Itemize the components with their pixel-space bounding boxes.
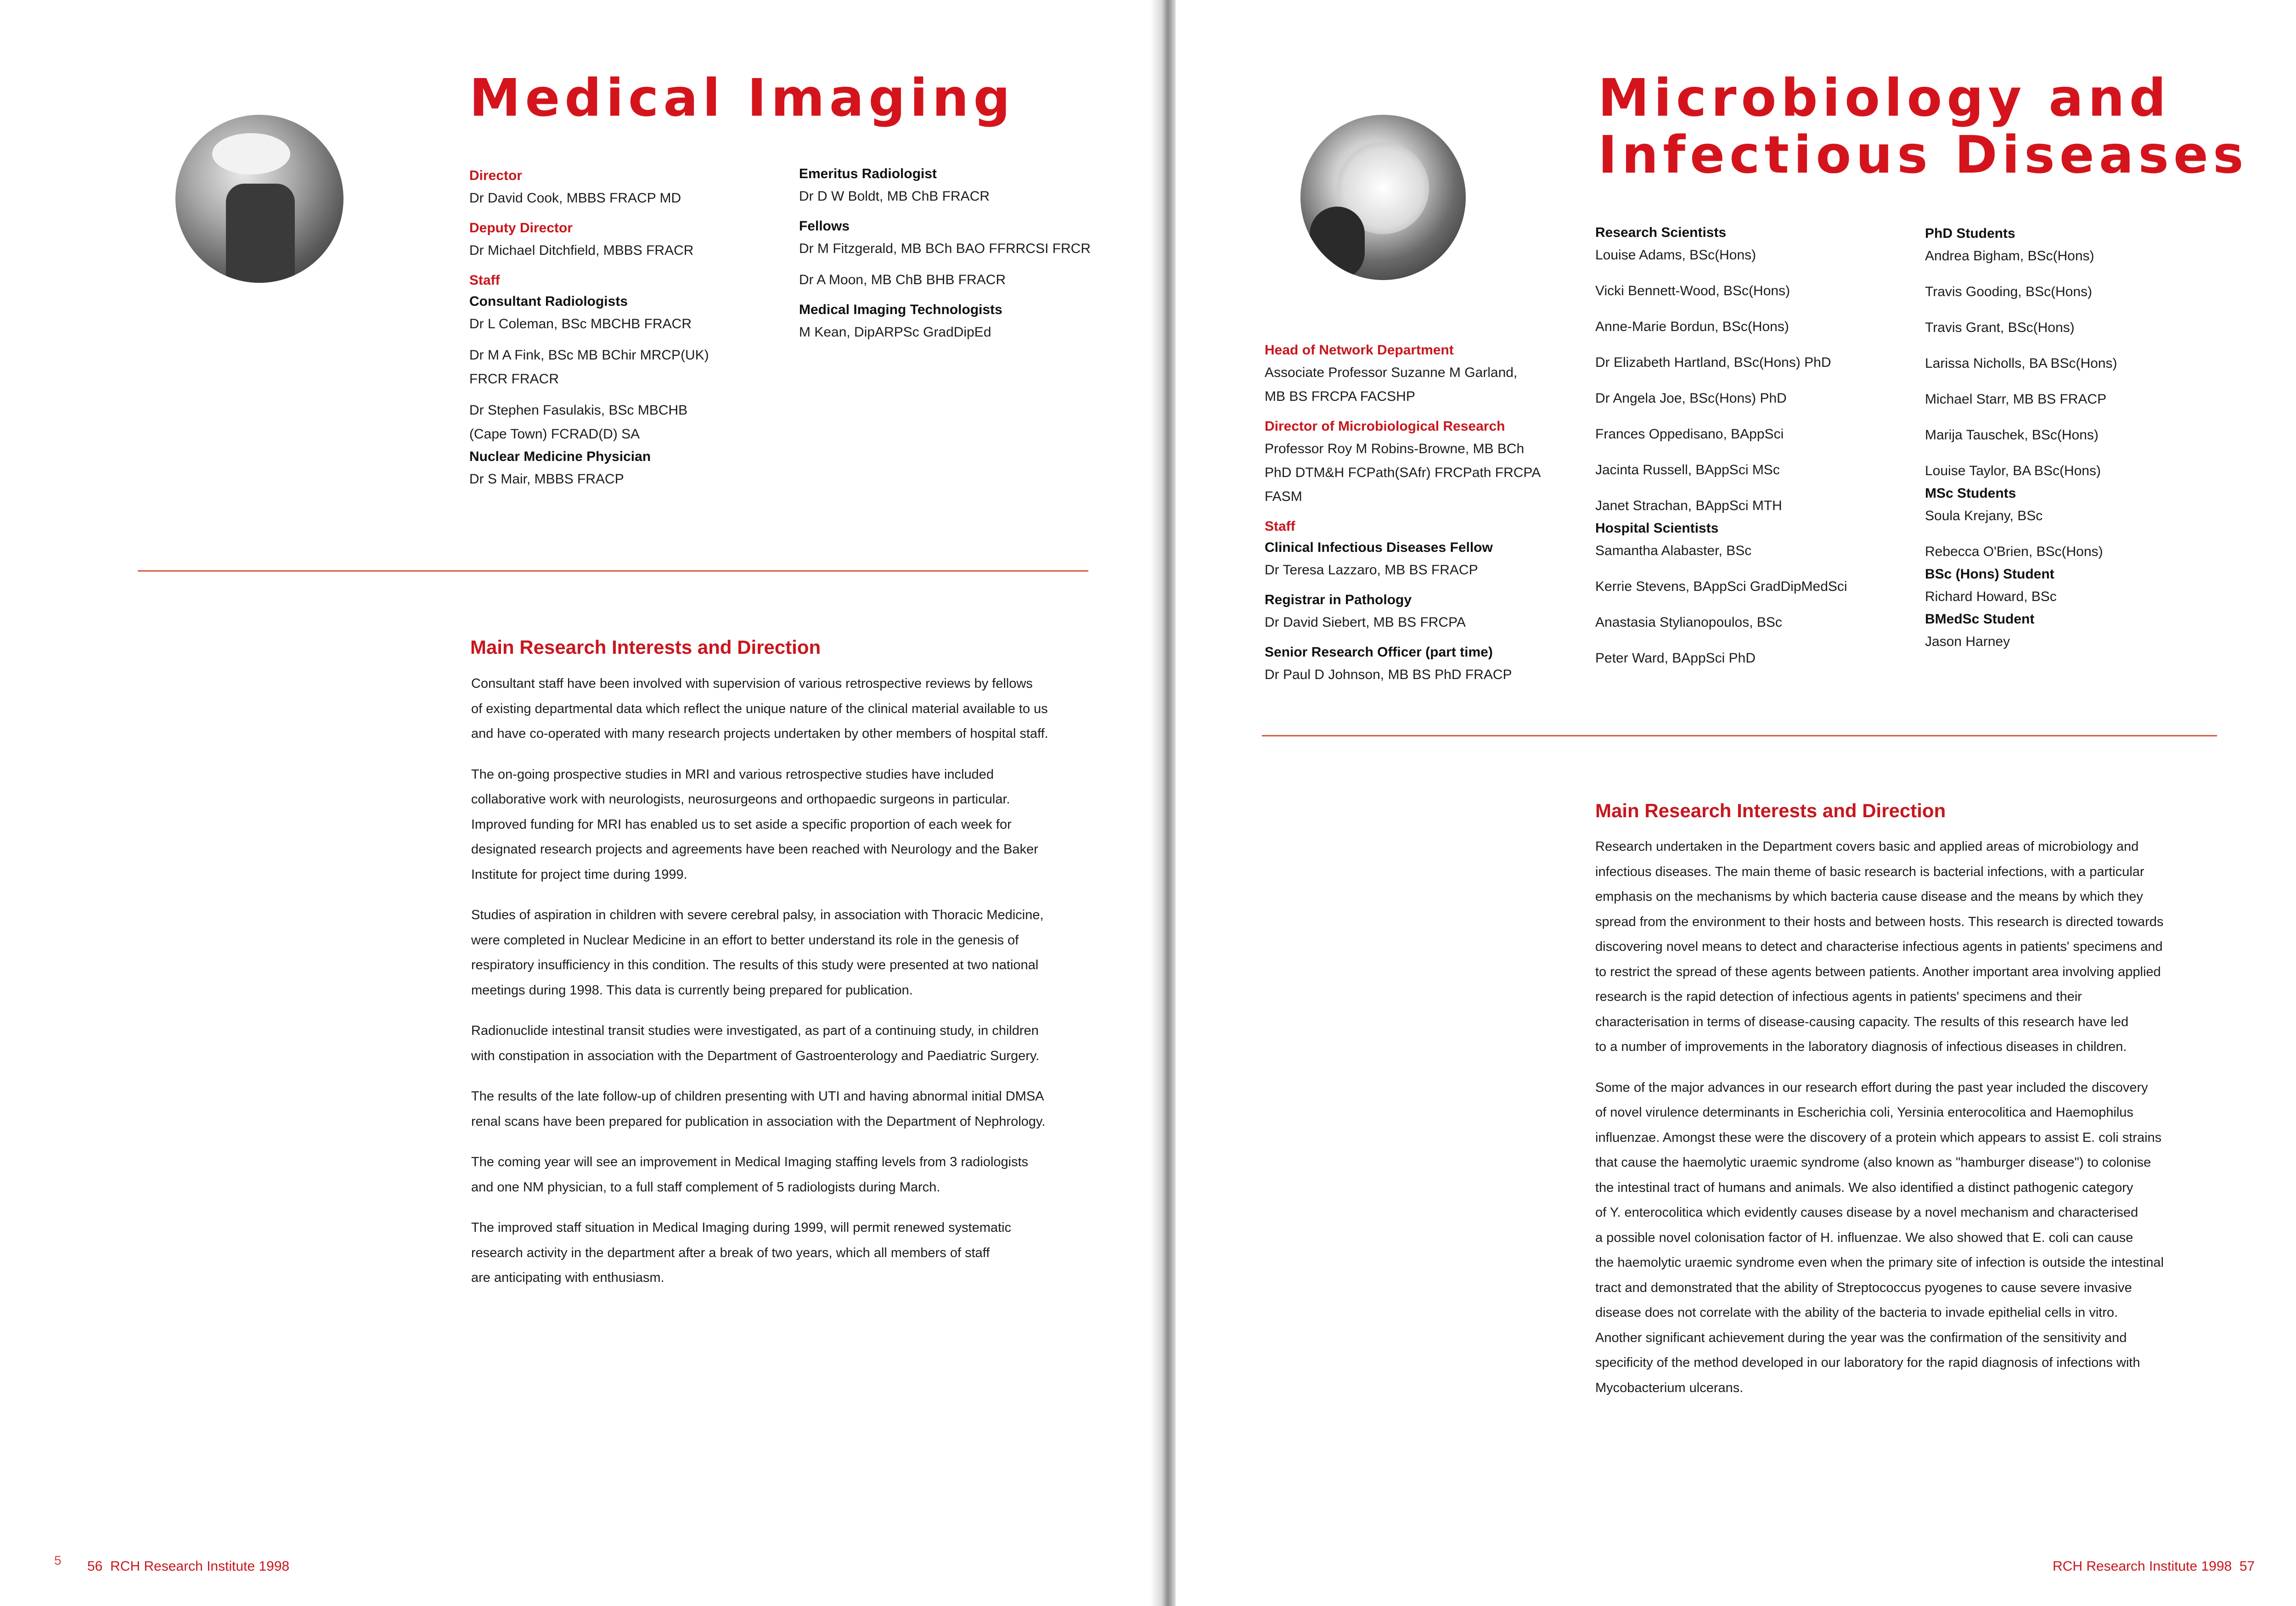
fellows-label: Fellows — [799, 219, 850, 234]
petri-dish-photo — [1300, 115, 1466, 280]
hospital-entry: Peter Ward, BAppSci PhD — [1595, 651, 1756, 666]
paragraph: Studies of aspiration in children with severe cerebral palsy, in association with Thoracic Medicine, were completed in Nuclear Medicine in an effort to better understand its role in the genesis of respiratory insufficiency in this condition. The results of this study were presented at two national meetings during 1998. This data is currently being prepared for publication. — [471, 908, 1044, 998]
director-name: Professor Roy M Robins-Browne, MB BCh — [1265, 441, 1525, 456]
msc-entry: Rebecca O'Brien, BSc(Hons) — [1925, 544, 2103, 559]
bmed-entry: Jason Harney — [1925, 634, 2010, 649]
head-name: Associate Professor Suzanne M Garland, — [1265, 365, 1518, 380]
staff-label: Staff — [469, 273, 500, 288]
paragraph: The on-going prospective studies in MRI and various retrospective studies have included collaborative work with neurologists, neurosurgeons and orthopaedic surgeons in particular. Improved funding for MRI has enabled us to set aside a specific proportion of each week for designated research projects and agreements have been reached with Neurology and the Baker Institute for project time during 1999. — [471, 767, 1038, 882]
head-name: MB BS FRCPA FACSHP — [1265, 389, 1415, 404]
phd-entry: Travis Grant, BSc(Hons) — [1925, 320, 2075, 335]
sro-label: Senior Research Officer (part time) — [1265, 645, 1493, 660]
scientists-label: Research Scientists — [1595, 225, 1727, 240]
scientist-entry: Dr Angela Joe, BSc(Hons) PhD — [1595, 391, 1787, 406]
deputy-label: Deputy Director — [469, 220, 573, 236]
fellow-name: Dr Teresa Lazzaro, MB BS FRACP — [1265, 562, 1478, 578]
deputy-name: Dr Michael Ditchfield, MBBS FRACR — [469, 243, 694, 258]
phd-entry: Marija Tauschek, BSc(Hons) — [1925, 427, 2099, 443]
nuclear-label: Nuclear Medicine Physician — [469, 449, 651, 464]
consultant-label: Consultant Radiologists — [469, 294, 628, 309]
paragraph: Some of the major advances in our research effort during the past year included the discovery of novel virulence determinants in Escherichia coli, Yersinia enterocolitica and Haemophilus influenzae. Amongst these were the discovery of a protein which appears to assist E. coli strains that cause the haemolytic uraemic syndrome (also known as "hamburger disease") to colonise the intestinal tract of humans and animals. We also identified a distinct pathogenic category of Y. enterocolitica which evidently causes disease by a novel mechanism and characterised a possible novel colonisation factor of H. influenzae. We also showed that E. coli can cause the haemolytic uraemic syndrome even when the primary site of infection is outside the intestinal tract and demonstrated that the ability of Streptococcus pyogenes to cause severe invasive disease does not correlate with the ability of the bacteria to invade epithelial cells in vitro. Another significant achievement during the year was the confirmation of the sensitivity and specificity of the method developed in our laboratory for the rapid diagnosis of infections with Mycobacterium ulcerans. — [1595, 1080, 2164, 1395]
staff-column-3 — [1925, 223, 2219, 654]
paragraph: Consultant staff have been involved with supervision of various retrospective reviews by fellows of existing departmental data which reflect the unique nature of the clinical material available to us and have co-operated with many research projects undertaken by other members of hospital staff. — [471, 676, 1048, 741]
paragraph: Radionuclide intestinal transit studies were investigated, as part of a continuing study, in children with constipation in association with the Department of Gastroenterology and Paediatric Surgery. — [471, 1023, 1040, 1063]
page-title: Medical Imaging — [469, 68, 1015, 128]
scientist-entry: Vicki Bennett-Wood, BSc(Hons) — [1595, 283, 1790, 298]
scientist-entry: Jacinta Russell, BAppSci MSc — [1595, 462, 1780, 477]
hospital-entry: Anastasia Stylianopoulos, BSc — [1595, 615, 1782, 630]
hospital-label: Hospital Scientists — [1595, 521, 1719, 536]
body-text — [1595, 834, 2257, 1416]
scientist-entry: Janet Strachan, BAppSci MTH — [1595, 498, 1782, 513]
emeritus-label: Emeritus Radiologist — [799, 166, 937, 181]
phd-label: PhD Students — [1925, 226, 2015, 241]
director-label: Director — [469, 168, 523, 183]
consultant-entry: (Cape Town) FCRAD(D) SA — [469, 427, 640, 442]
page-title: Microbiology and Infectious Diseases — [1598, 68, 2248, 185]
child-photo — [175, 115, 343, 283]
director-name: PhD DTM&H FCPath(SAfr) FRCPath FRCPA — [1265, 465, 1541, 480]
nuclear-name: Dr S Mair, MBBS FRACP — [469, 472, 624, 487]
bsc-entry: Richard Howard, BSc — [1925, 589, 2057, 604]
consultant-entry: Dr L Coleman, BSc MBCHB FRACR — [469, 316, 692, 331]
director-name: FASM — [1265, 489, 1302, 504]
body-text — [471, 671, 1123, 1306]
staff-column-1 — [469, 165, 772, 491]
paragraph: The coming year will see an improvement in Medical Imaging staffing levels from 3 radiologists and one NM physician, to a full staff complement of 5 radiologists during March. — [471, 1155, 1029, 1195]
staff-column-2 — [1595, 222, 1908, 670]
section-divider — [138, 570, 1088, 572]
msc-entry: Soula Krejany, BSc — [1925, 508, 2043, 523]
scientist-entry: Anne-Marie Bordun, BSc(Hons) — [1595, 319, 1789, 334]
scientist-entry: Louise Adams, BSc(Hons) — [1595, 247, 1756, 263]
fellow-label: Clinical Infectious Diseases Fellow — [1265, 540, 1493, 555]
registrar-label: Registrar in Pathology — [1265, 592, 1412, 607]
consultant-entry: FRCR FRACR — [469, 371, 559, 387]
folio-ghost: 5 — [54, 1553, 62, 1567]
sro-name: Dr Paul D Johnson, MB BS PhD FRACP — [1265, 667, 1512, 682]
hospital-entry: Kerrie Stevens, BAppSci GradDipMedSci — [1595, 579, 1847, 594]
right-page — [1176, 0, 2296, 1606]
section-heading: Main Research Interests and Direction — [1595, 800, 1946, 821]
phd-entry: Andrea Bigham, BSc(Hons) — [1925, 248, 2094, 264]
bmed-label: BMedSc Student — [1925, 612, 2035, 627]
scientist-entry: Dr Elizabeth Hartland, BSc(Hons) PhD — [1595, 355, 1831, 370]
phd-entry: Travis Gooding, BSc(Hons) — [1925, 284, 2093, 299]
scientist-entry: Frances Oppedisano, BAppSci — [1595, 427, 1784, 442]
section-divider — [1262, 735, 2217, 736]
staff-column-1 — [1265, 340, 1559, 687]
phd-entry: Michael Starr, MB BS FRACP — [1925, 392, 2107, 407]
bsc-label: BSc (Hons) Student — [1925, 567, 2054, 582]
tech-label: Medical Imaging Technologists — [799, 302, 1002, 317]
phd-entry: Larissa Nicholls, BA BSc(Hons) — [1925, 356, 2117, 371]
director-name: Dr David Cook, MBBS FRACP MD — [469, 191, 681, 206]
hospital-entry: Samantha Alabaster, BSc — [1595, 543, 1752, 558]
page-folio: RCH Research Institute 1998 57 — [2053, 1559, 2255, 1574]
consultant-entry: Dr Stephen Fasulakis, BSc MBCHB — [469, 403, 688, 418]
fellow-entry: Dr M Fitzgerald, MB BCh BAO FFRRCSI FRCR — [799, 241, 1091, 256]
page-folio: 56 RCH Research Institute 1998 — [87, 1559, 290, 1574]
fellow-entry: Dr A Moon, MB ChB BHB FRACR — [799, 272, 1006, 287]
paragraph: Research undertaken in the Department covers basic and applied areas of microbiology and infectious diseases. The main theme of basic research is bacterial infections, with a particular emphasis on the mechanisms by which bacteria cause disease and the means by which they spread from the environment to their hosts and between hosts. This research is directed towards discovering novel means to detect and characterise infectious agents in patients' specimens and to restrict the spread of these agents between patients. Another important area involving applied research is the rapid detection of infectious agents in patients' specimens and their characterisation in terms of disease-causing capacity. The results of this research have led to a number of improvements in the laboratory diagnosis of infectious diseases in children. — [1595, 839, 2164, 1054]
emeritus-name: Dr D W Boldt, MB ChB FRACR — [799, 189, 990, 204]
consultant-entry: Dr M A Fink, BSc MB BChir MRCP(UK) — [469, 348, 709, 363]
staff-column-2 — [799, 163, 1120, 344]
staff-label: Staff — [1265, 519, 1295, 534]
paragraph: The improved staff situation in Medical Imaging during 1999, will permit renewed systematic research activity in the department after a break of two years, which all members of staff are anticipating with enthusiasm. — [471, 1220, 1012, 1285]
section-heading: Main Research Interests and Direction — [470, 636, 821, 658]
paragraph: The results of the late follow-up of children presenting with UTI and having abnormal initial DMSA renal scans have been prepared for publication in association with the Department of Nephrology. — [471, 1089, 1046, 1129]
director-label: Director of Microbiological Research — [1265, 419, 1505, 434]
phd-entry: Louise Taylor, BA BSc(Hons) — [1925, 463, 2101, 478]
registrar-name: Dr David Siebert, MB BS FRCPA — [1265, 615, 1466, 630]
head-label: Head of Network Department — [1265, 343, 1454, 358]
msc-label: MSc Students — [1925, 486, 2016, 501]
tech-name: M Kean, DipARPSc GradDipEd — [799, 325, 991, 340]
